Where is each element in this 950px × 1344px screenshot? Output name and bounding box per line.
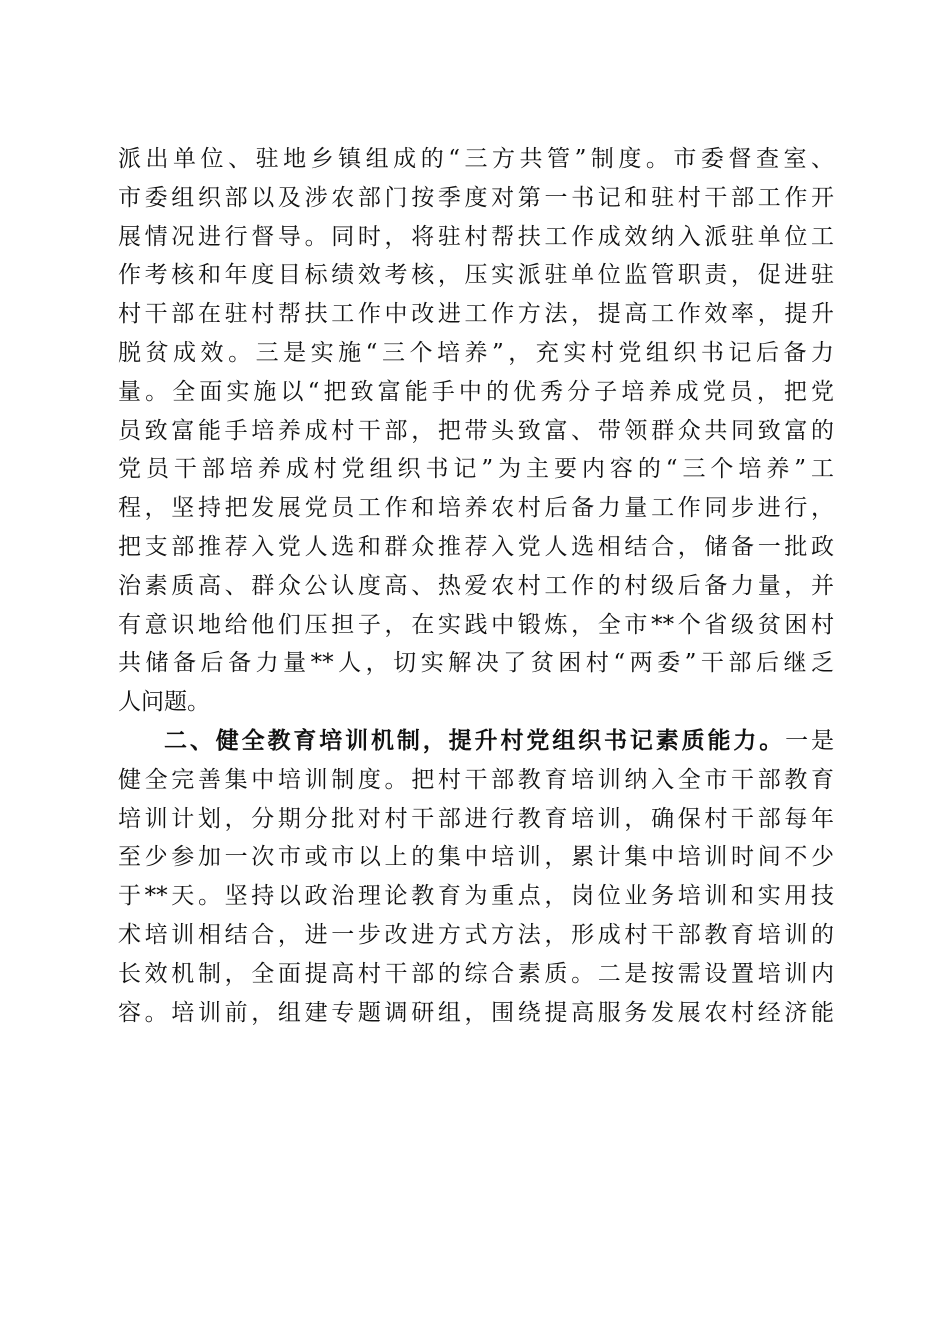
text-line: 市委组织部以及涉农部门按季度对第一书记和驻村干部工作开 [118, 184, 834, 211]
text-line: 人问题。 [118, 689, 210, 716]
paragraph-2 [118, 722, 834, 1032]
text-line: 长效机制，全面提高村干部的综合素质。二是按需设置培训内 [118, 960, 834, 987]
text-line: 党员干部培养成村党组织书记”为主要内容的“三个培养”工 [118, 456, 834, 483]
text-line: 派出单位、驻地乡镇组成的“三方共管”制度。市委督查室、 [118, 146, 834, 172]
heading-tail-text: 一是 [785, 727, 835, 754]
text-line: 村干部在驻村帮扶工作中改进工作方法，提高工作效率，提升 [118, 301, 834, 328]
section-heading-line [118, 722, 834, 761]
document-body [118, 140, 834, 1032]
text-line: 于**天。坚持以政治理论教育为重点，岗位业务培训和实用技 [118, 883, 834, 910]
text-line: 健全完善集中培训制度。把村干部教育培训纳入全市干部教育 [118, 766, 834, 793]
text-line: 程，坚持把发展党员工作和培养农村后备力量工作同步进行， [118, 495, 834, 522]
text-line: 脱贫成效。三是实施“三个培养”，充实村党组织书记后备力 [118, 339, 834, 366]
section-heading: 二、健全教育培训机制，提升村党组织书记素质能力。 [164, 727, 786, 754]
text-line: 把支部推荐入党人选和群众推荐入党人选相结合，储备一批政 [118, 533, 834, 560]
text-line: 培训计划，分期分批对村干部进行教育培训，确保村干部每年 [118, 805, 834, 832]
text-line: 治素质高、群众公认度高、热爱农村工作的村级后备力量，并 [118, 572, 834, 599]
text-line: 术培训相结合，进一步改进方式方法，形成村干部教育培训的 [118, 921, 834, 948]
text-line: 展情况进行督导。同时，将驻村帮扶工作成效纳入派驻单位工 [118, 223, 834, 250]
text-line: 至少参加一次市或市以上的集中培训，累计集中培训时间不少 [118, 844, 834, 871]
text-line: 有意识地给他们压担子，在实践中锻炼，全市**个省级贫困村 [118, 611, 834, 638]
text-line: 共储备后备力量**人，切实解决了贫困村“两委”干部后继乏 [118, 650, 834, 677]
text-line: 员致富能手培养成村干部，把带头致富、带领群众共同致富的 [118, 417, 834, 444]
text-line: 作考核和年度目标绩效考核，压实派驻单位监管职责，促进驻 [118, 262, 834, 289]
text-line: 量。全面实施以“把致富能手中的优秀分子培养成党员，把党 [118, 378, 834, 405]
paragraph-1 [118, 140, 834, 722]
text-line: 容。培训前，组建专题调研组，围绕提高服务发展农村经济能 [118, 999, 834, 1026]
